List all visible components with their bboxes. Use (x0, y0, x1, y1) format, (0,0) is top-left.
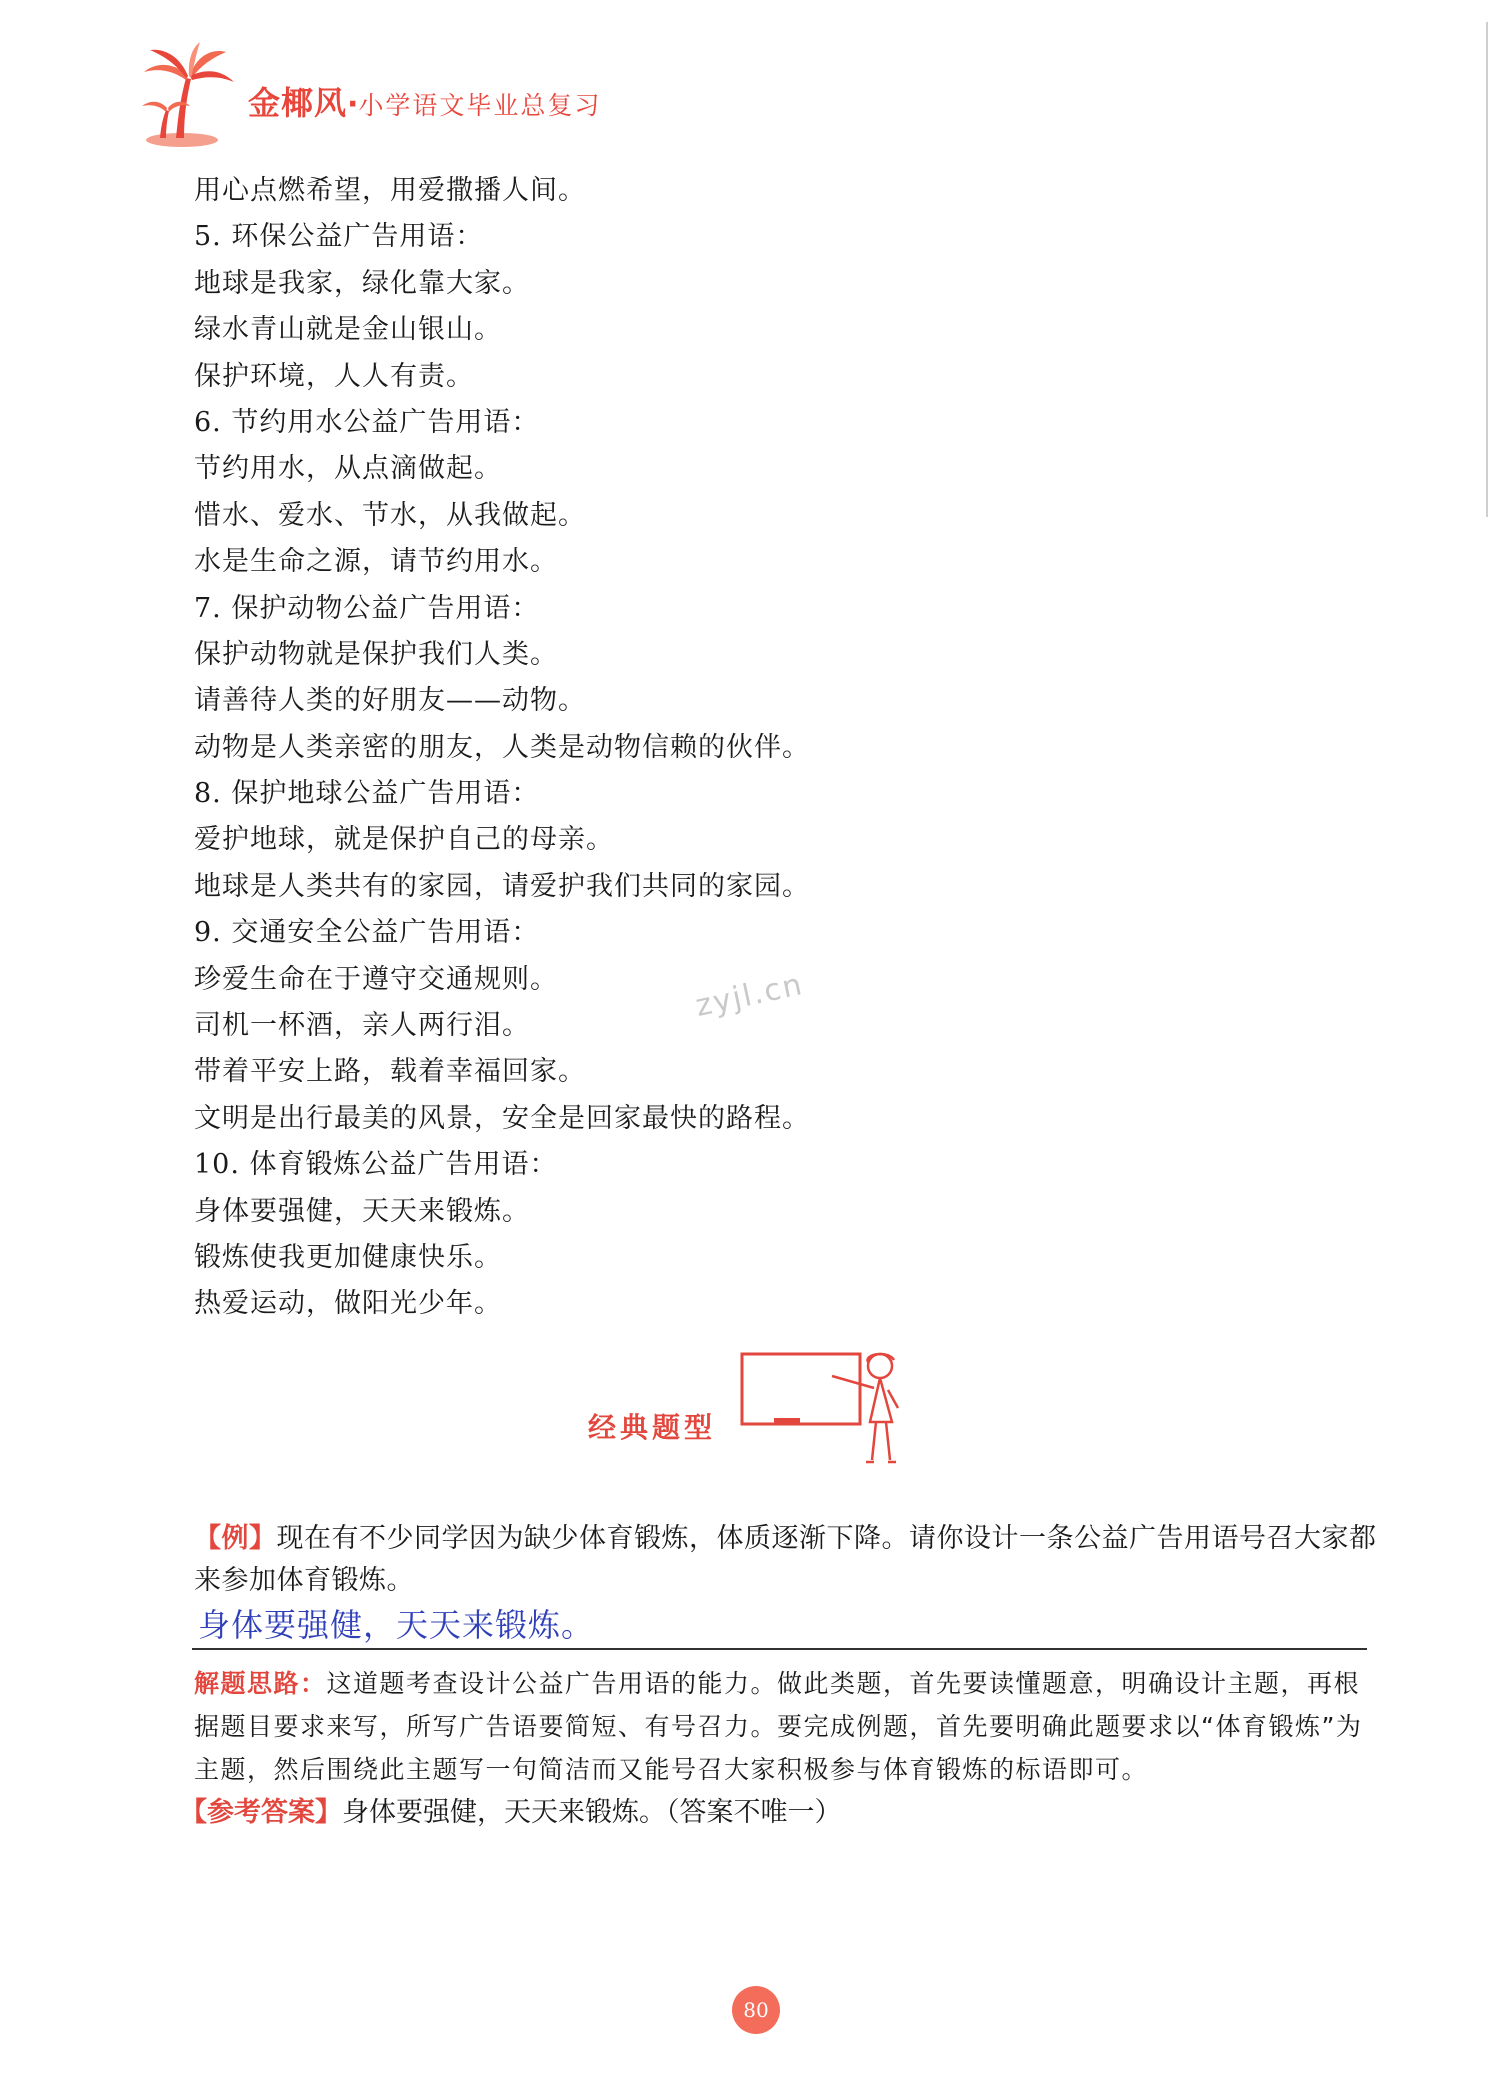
text-line: 惜水、爱水、节水，从我做起。 (194, 499, 586, 531)
text-line: 绿水青山就是金山银山。 (194, 314, 502, 346)
text-line: 爱护地球，就是保护自己的母亲。 (194, 824, 614, 856)
answer-blank[interactable] (192, 1596, 1367, 1650)
thinking-tag: 解题思路： (194, 1669, 327, 1698)
text-line: 珍爱生命在于遵守交通规则。 (194, 963, 558, 995)
text-line: 热爱运动，做阳光少年。 (194, 1288, 502, 1320)
text-line: 带着平安上路，载着幸福回家。 (194, 1056, 586, 1088)
palm-tree-logo-icon (130, 40, 240, 150)
thinking-text: 这道题考查设计公益广告用语的能力。做此类题，首先要读懂题意，明确设计主题，再根据题目要求来写，所写广告语要简短、有号召力。要完成例题，首先要明确此题要求以“体育锻炼”为主题，然后围绕此主题写一句简洁而又能号召大家积极参与体育锻炼的标语即可。 (194, 1669, 1363, 1784)
category-heading: 10. 体育锻炼公益广告用语： (194, 1149, 558, 1181)
page-header (130, 40, 830, 150)
text-line: 节约用水，从点滴做起。 (194, 453, 502, 485)
text-line: 锻炼使我更加健康快乐。 (194, 1241, 502, 1273)
brand-subtitle: 小学语文毕业总复习 (358, 91, 602, 120)
category-heading: 9. 交通安全公益广告用语： (194, 917, 540, 949)
category-heading: 8. 保护地球公益广告用语： (194, 778, 540, 810)
category-heading: 6. 节约用水公益广告用语： (194, 406, 540, 438)
section-title: 经典题型 (588, 1411, 717, 1444)
text-line: 地球是我家，绿化靠大家。 (194, 267, 530, 299)
text-line: 地球是人类共有的家园，请爱护我们共同的家园。 (194, 870, 810, 902)
category-heading: 7. 保护动物公益广告用语： (194, 592, 540, 624)
brand-title (248, 78, 601, 124)
page-number: 80 (732, 1986, 780, 2034)
handwritten-answer: 身体要强健，天天来锻炼。 (198, 1606, 595, 1644)
brand-name: 金椰风 (248, 84, 348, 122)
reference-tag: 【参考答案】 (180, 1797, 342, 1828)
text-line: 用心点燃希望，用爱撒播人间。 (194, 175, 586, 206)
text-line: 请善待人类的好朋友——动物。 (194, 685, 586, 717)
reference-text: 身体要强健，天天来锻炼。（答案不唯一） (342, 1797, 842, 1828)
text-line: 保护动物就是保护我们人类。 (194, 638, 558, 670)
example-tag: 【例】 (194, 1523, 277, 1554)
text-line: 保护环境，人人有责。 (194, 360, 474, 392)
example-question (194, 1518, 1384, 1602)
category-heading: 5. 环保公益广告用语： (194, 221, 484, 253)
text-line: 司机一杯酒，亲人两行泪。 (194, 1010, 530, 1042)
text-line: 身体要强健，天天来锻炼。 (194, 1195, 530, 1227)
teacher-at-blackboard-icon (740, 1350, 910, 1490)
text-line: 文明是出行最美的风景，安全是回家最快的路程。 (194, 1102, 810, 1134)
text-line: 动物是人类亲密的朋友，人类是动物信赖的伙伴。 (194, 731, 810, 763)
text-line: 水是生命之源，请节约用水。 (194, 546, 558, 578)
reference-answer (180, 1792, 842, 1834)
example-question-text: 现在有不少同学因为缺少体育锻炼，体质逐渐下降。请你设计一条公益广告用语号召大家都来参加体育锻炼。 (194, 1523, 1377, 1596)
watermark: zyjl.cn (692, 967, 807, 1024)
solution-thinking (194, 1662, 1384, 1791)
slogan-list (194, 168, 1374, 1328)
page-edge-line (1486, 22, 1488, 517)
brand-dot: · (347, 87, 359, 122)
